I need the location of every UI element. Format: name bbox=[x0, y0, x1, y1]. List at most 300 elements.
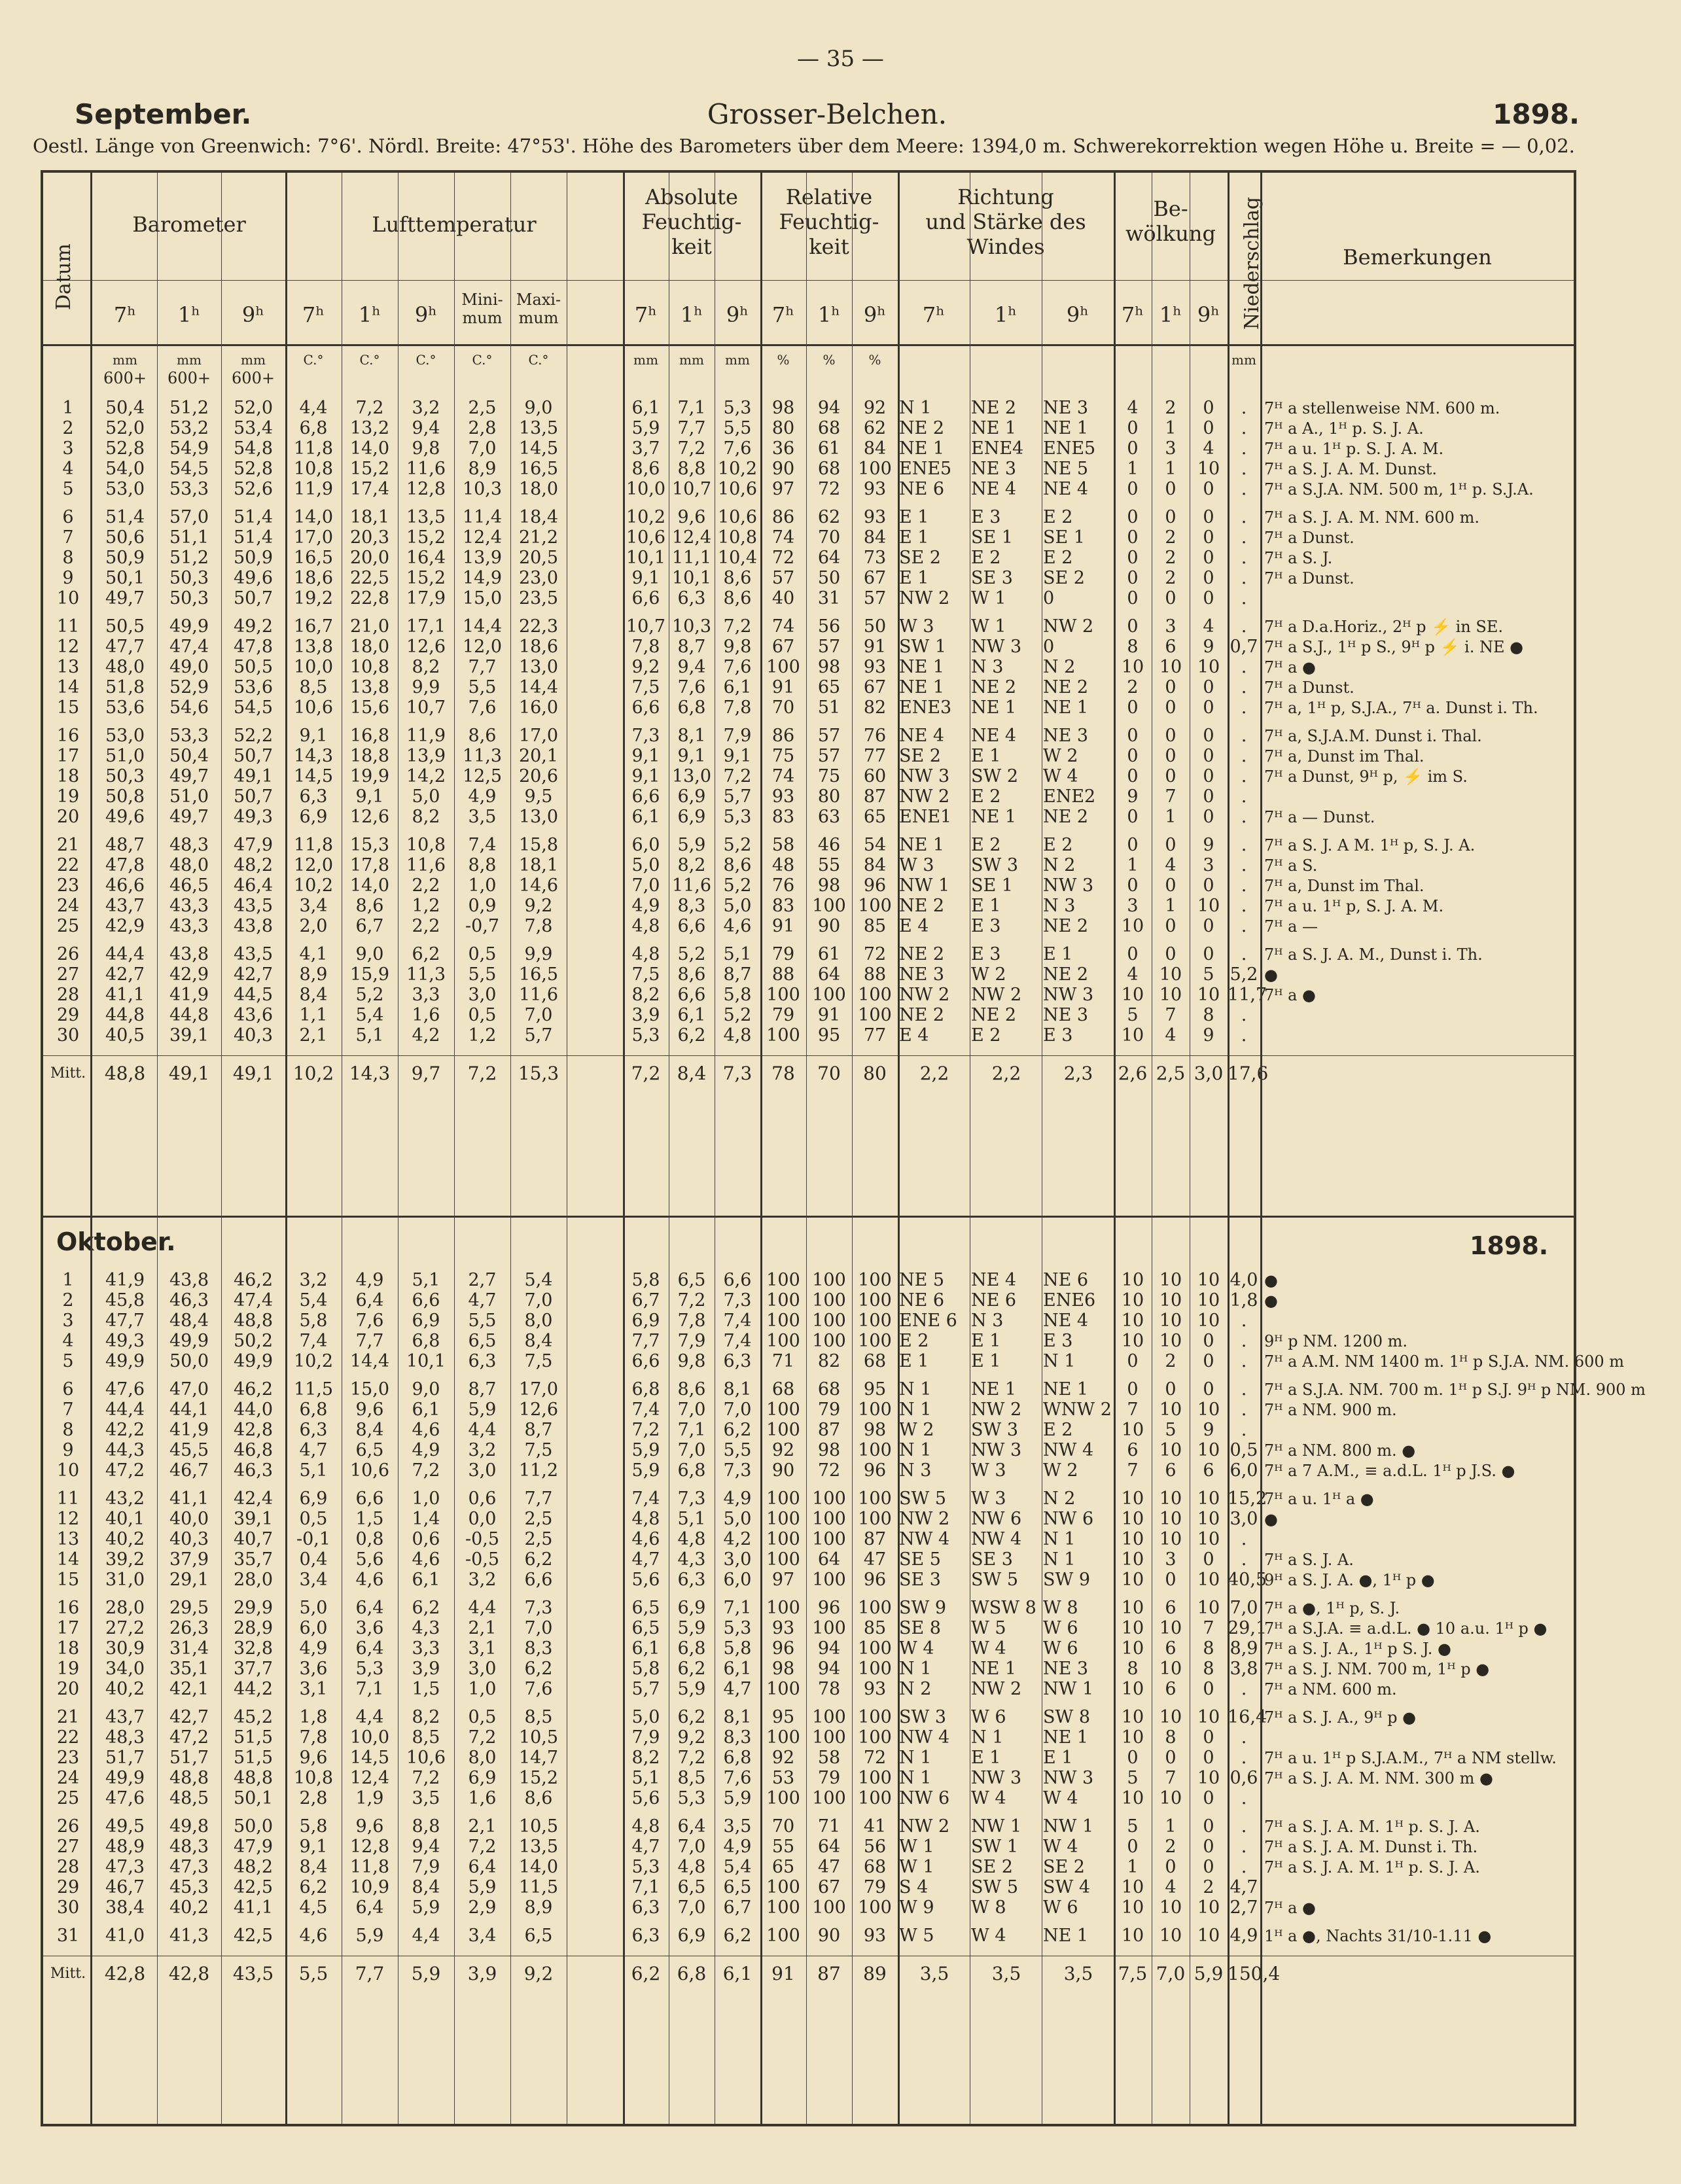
cell-temp-max: 9,0 bbox=[524, 398, 553, 418]
cell-bemerkung: 7ᴴ a — Dunst. bbox=[1264, 808, 1375, 826]
mittel-wind-7h: 2,2 bbox=[919, 1063, 949, 1084]
cell-date: 11 bbox=[56, 616, 80, 637]
cell-rel-1h: 55 bbox=[817, 855, 841, 875]
cell-temp-7h: 10,6 bbox=[293, 697, 334, 718]
cell-temp-1h: 18,0 bbox=[349, 637, 390, 657]
cell-rel-9h: 67 bbox=[863, 677, 887, 697]
cell-temp-1h: 10,9 bbox=[349, 1877, 390, 1897]
cell-temp-7h: 14,3 bbox=[293, 746, 334, 766]
cell-rel-7h: 65 bbox=[771, 1857, 795, 1877]
cell-baro-7h: 43,7 bbox=[105, 896, 145, 916]
cell-bemerkung: ● bbox=[1264, 1271, 1278, 1290]
cell-rel-1h: 100 bbox=[812, 1707, 846, 1727]
cell-wind-7h: N 1 bbox=[899, 398, 932, 418]
cell-temp-1h: 18,1 bbox=[349, 507, 390, 527]
cell-cloud-7h: 1 bbox=[1127, 855, 1139, 875]
cell-wind-7h: SW 3 bbox=[899, 1707, 947, 1727]
cell-temp-1h: 9,0 bbox=[355, 944, 384, 964]
cell-temp-7h: 4,1 bbox=[299, 944, 328, 964]
cell-temp-9h: 3,3 bbox=[412, 1638, 440, 1659]
cell-abs-1h: 11,6 bbox=[671, 875, 712, 896]
cell-abs-9h: 8,7 bbox=[723, 964, 752, 985]
cell-cloud-7h: 10 bbox=[1121, 1488, 1144, 1509]
cell-niederschlag: 29,1 bbox=[1228, 1618, 1267, 1638]
mittel-abs-9h: 7,3 bbox=[722, 1063, 752, 1084]
cell-rel-7h: 92 bbox=[771, 1748, 795, 1768]
cell-temp-min: 5,5 bbox=[468, 1311, 497, 1331]
cell-wind-7h: NE 3 bbox=[899, 964, 945, 985]
cell-cloud-9h: 0 bbox=[1203, 398, 1214, 418]
cell-niederschlag: . bbox=[1241, 1679, 1247, 1699]
cell-rel-1h: 50 bbox=[817, 568, 841, 588]
oktober-day-row bbox=[43, 1769, 1579, 1788]
cell-cloud-7h: 0 bbox=[1127, 944, 1139, 964]
cell-abs-1h: 7,3 bbox=[677, 1488, 706, 1509]
cell-baro-9h: 46,3 bbox=[233, 1460, 274, 1481]
cell-rel-1h: 68 bbox=[817, 418, 841, 438]
sub-abs-9h: 9ʰ bbox=[726, 302, 749, 327]
cell-cloud-7h: 10 bbox=[1121, 1529, 1144, 1549]
cell-baro-7h: 52,8 bbox=[105, 438, 145, 459]
cell-abs-7h: 9,2 bbox=[631, 657, 660, 677]
cell-baro-9h: 39,1 bbox=[233, 1509, 274, 1529]
cell-date: 13 bbox=[56, 1529, 80, 1549]
cell-cloud-7h: 7 bbox=[1127, 1460, 1139, 1481]
cell-wind-7h: NE 2 bbox=[899, 896, 945, 916]
mittel-rel-7h: 78 bbox=[771, 1063, 795, 1084]
cell-bemerkung: 7ᴴ a S. J. A M. 1ᴴ p, S. J. A. bbox=[1264, 836, 1476, 854]
cell-date: 1 bbox=[62, 398, 74, 418]
cell-cloud-1h: 1 bbox=[1165, 807, 1177, 827]
cell-cloud-9h: 0 bbox=[1203, 1379, 1214, 1400]
cell-wind-1h: SW 5 bbox=[971, 1877, 1019, 1897]
cell-rel-7h: 55 bbox=[771, 1837, 795, 1857]
cell-cloud-9h: 10 bbox=[1197, 1897, 1220, 1918]
cell-abs-9h: 6,1 bbox=[723, 1659, 752, 1679]
cell-niederschlag: . bbox=[1241, 1529, 1247, 1549]
cell-baro-7h: 27,2 bbox=[105, 1618, 145, 1638]
cell-abs-1h: 6,9 bbox=[677, 1926, 706, 1946]
cell-cloud-9h: 10 bbox=[1197, 896, 1220, 916]
cell-bemerkung: 9ᴴ p NM. 1200 m. bbox=[1264, 1332, 1407, 1350]
cell-cloud-7h: 0 bbox=[1127, 507, 1139, 527]
cell-temp-7h: 4,6 bbox=[299, 1926, 328, 1946]
cell-temp-9h: 1,2 bbox=[412, 896, 440, 916]
cell-abs-9h: 7,6 bbox=[723, 1768, 752, 1788]
sub-temp-9h: 9ʰ bbox=[414, 302, 438, 327]
cell-abs-7h: 5,1 bbox=[631, 1768, 660, 1788]
cell-cloud-1h: 10 bbox=[1159, 1618, 1182, 1638]
cell-temp-1h: 14,0 bbox=[349, 875, 390, 896]
cell-cloud-9h: 0 bbox=[1203, 875, 1214, 896]
cell-temp-7h: 3,2 bbox=[299, 1270, 328, 1290]
cell-wind-7h: ENE5 bbox=[899, 459, 952, 479]
mittel-cloud-7h: 7,5 bbox=[1118, 1963, 1148, 1984]
cell-cloud-1h: 0 bbox=[1165, 944, 1177, 964]
cell-temp-1h: 10,8 bbox=[349, 657, 390, 677]
cell-temp-min: 11,4 bbox=[462, 507, 503, 527]
cell-baro-7h: 52,0 bbox=[105, 418, 145, 438]
cell-baro-7h: 40,2 bbox=[105, 1679, 145, 1699]
cell-baro-9h: 28,9 bbox=[233, 1618, 274, 1638]
cell-wind-9h: E 1 bbox=[1043, 1748, 1073, 1768]
cell-wind-1h: N 3 bbox=[971, 1311, 1004, 1331]
cell-rel-1h: 79 bbox=[817, 1768, 841, 1788]
cell-baro-1h: 49,9 bbox=[169, 1331, 209, 1351]
cell-cloud-7h: 10 bbox=[1121, 916, 1144, 936]
cell-cloud-7h: 0 bbox=[1127, 766, 1139, 786]
cell-cloud-7h: 5 bbox=[1127, 1768, 1139, 1788]
cell-rel-9h: 50 bbox=[863, 616, 887, 637]
cell-abs-1h: 7,7 bbox=[677, 418, 706, 438]
september-day-row bbox=[43, 398, 1579, 418]
cell-cloud-1h: 4 bbox=[1165, 1025, 1177, 1046]
cell-bemerkung: 7ᴴ a Dunst. bbox=[1264, 678, 1354, 697]
cell-temp-7h: 9,6 bbox=[299, 1748, 328, 1768]
cell-bemerkung: 7ᴴ a S.J.A. ≡ a.d.L. ● 10 a.u. 1ᴴ p ● bbox=[1264, 1619, 1548, 1638]
cell-rel-1h: 75 bbox=[817, 766, 841, 786]
cell-temp-9h: 17,1 bbox=[406, 616, 446, 637]
cell-baro-1h: 26,3 bbox=[169, 1618, 209, 1638]
cell-date: 20 bbox=[56, 1679, 80, 1699]
mittel-temp-1h: 7,7 bbox=[355, 1963, 385, 1984]
september-day-row bbox=[43, 637, 1579, 657]
cell-temp-min: 5,5 bbox=[468, 677, 497, 697]
cell-bemerkung: 7ᴴ a NM. 600 m. bbox=[1264, 1680, 1397, 1699]
cell-cloud-9h: 10 bbox=[1197, 1400, 1220, 1420]
cell-rel-7h: 90 bbox=[771, 1460, 795, 1481]
cell-baro-7h: 51,0 bbox=[105, 746, 145, 766]
oktober-day-row bbox=[43, 1858, 1579, 1877]
cell-abs-1h: 6,2 bbox=[677, 1707, 706, 1727]
cell-abs-9h: 5,8 bbox=[723, 1638, 752, 1659]
cell-temp-max: 2,5 bbox=[524, 1509, 553, 1529]
cell-wind-9h: NE 3 bbox=[1043, 398, 1089, 418]
cell-baro-9h: 49,6 bbox=[233, 568, 274, 588]
cell-cloud-9h: 0 bbox=[1203, 479, 1214, 499]
september-day-row bbox=[43, 589, 1579, 608]
cell-temp-7h: 4,4 bbox=[299, 398, 328, 418]
cell-temp-1h: 9,1 bbox=[355, 786, 384, 807]
cell-wind-1h: E 2 bbox=[971, 786, 1001, 807]
cell-wind-9h: N 2 bbox=[1043, 657, 1076, 677]
cell-cloud-9h: 8 bbox=[1203, 1638, 1214, 1659]
mittel-baro-9h: 49,1 bbox=[232, 1063, 274, 1084]
cell-bemerkung: 7ᴴ a S. J. A. M. Dunst. bbox=[1264, 460, 1438, 478]
cell-rel-1h: 94 bbox=[817, 398, 841, 418]
cell-cloud-7h: 10 bbox=[1121, 1311, 1144, 1331]
cell-baro-7h: 47,7 bbox=[105, 637, 145, 657]
oktober-day-row bbox=[43, 1271, 1579, 1290]
cell-wind-7h: W 1 bbox=[899, 1857, 934, 1877]
cell-wind-9h: N 1 bbox=[1043, 1549, 1076, 1570]
cell-temp-7h: 6,0 bbox=[299, 1618, 328, 1638]
cell-temp-9h: 8,5 bbox=[412, 1727, 440, 1748]
cell-cloud-7h: 1 bbox=[1127, 459, 1139, 479]
cell-rel-9h: 72 bbox=[863, 1748, 887, 1768]
cell-cloud-9h: 0 bbox=[1203, 916, 1214, 936]
cell-abs-9h: 6,1 bbox=[723, 677, 752, 697]
cell-baro-1h: 39,1 bbox=[169, 1025, 209, 1046]
cell-rel-9h: 62 bbox=[863, 418, 887, 438]
cell-rel-9h: 95 bbox=[863, 1379, 887, 1400]
oktober-day-row bbox=[43, 1351, 1625, 1371]
oktober-day-row bbox=[43, 1441, 1579, 1460]
cell-rel-7h: 93 bbox=[771, 786, 795, 807]
cell-niederschlag: 4,7 bbox=[1230, 1877, 1258, 1897]
cell-abs-9h: 4,9 bbox=[723, 1837, 752, 1857]
cell-cloud-1h: 0 bbox=[1165, 726, 1177, 746]
cell-temp-max: 11,6 bbox=[518, 985, 559, 1005]
cell-temp-max: 6,2 bbox=[524, 1549, 553, 1570]
cell-wind-9h: ENE2 bbox=[1043, 786, 1096, 807]
cell-wind-7h: E 1 bbox=[899, 507, 929, 527]
cell-cloud-9h: 10 bbox=[1197, 1488, 1220, 1509]
cell-rel-1h: 64 bbox=[817, 1549, 841, 1570]
cell-baro-7h: 50,3 bbox=[105, 766, 145, 786]
cell-wind-9h: E 2 bbox=[1043, 548, 1073, 568]
cell-temp-1h: 9,6 bbox=[355, 1816, 384, 1837]
cell-temp-1h: 1,9 bbox=[355, 1788, 384, 1808]
cell-baro-1h: 52,9 bbox=[169, 677, 209, 697]
cell-temp-max: 21,2 bbox=[518, 527, 559, 548]
cell-date: 25 bbox=[56, 1788, 80, 1808]
cell-abs-9h: 9,1 bbox=[723, 746, 752, 766]
cell-abs-9h: 6,8 bbox=[723, 1748, 752, 1768]
cell-date: 6 bbox=[62, 507, 74, 527]
cell-abs-7h: 5,9 bbox=[631, 1460, 660, 1481]
cell-cloud-7h: 0 bbox=[1127, 835, 1139, 855]
cell-rel-7h: 100 bbox=[766, 657, 800, 677]
cell-rel-9h: 54 bbox=[863, 835, 887, 855]
cell-rel-1h: 94 bbox=[817, 1659, 841, 1679]
cell-baro-9h: 50,7 bbox=[233, 746, 274, 766]
september-day-row bbox=[43, 439, 1579, 459]
cell-rel-9h: 68 bbox=[863, 1857, 887, 1877]
cell-rel-9h: 93 bbox=[863, 479, 887, 499]
cell-rel-9h: 60 bbox=[863, 766, 887, 786]
september-day-row bbox=[43, 856, 1579, 875]
mittel-baro-1h: 49,1 bbox=[168, 1063, 210, 1084]
cell-date: 23 bbox=[56, 875, 80, 896]
cell-cloud-1h: 2 bbox=[1165, 398, 1177, 418]
cell-date: 21 bbox=[56, 1707, 80, 1727]
cell-temp-9h: 10,6 bbox=[406, 1748, 446, 1768]
cell-abs-7h: 6,5 bbox=[631, 1598, 660, 1618]
cell-baro-7h: 45,8 bbox=[105, 1290, 145, 1311]
sub-baro-1h: 1ʰ bbox=[177, 302, 201, 327]
cell-rel-7h: 98 bbox=[771, 1659, 795, 1679]
cell-cloud-1h: 10 bbox=[1159, 1529, 1182, 1549]
cell-rel-1h: 100 bbox=[812, 1509, 846, 1529]
cell-cloud-1h: 10 bbox=[1159, 1400, 1182, 1420]
year-title: 1898. bbox=[1493, 98, 1580, 130]
cell-baro-7h: 49,9 bbox=[105, 1351, 145, 1371]
cell-rel-1h: 80 bbox=[817, 786, 841, 807]
cell-wind-1h: SW 1 bbox=[971, 1837, 1019, 1857]
cell-bemerkung: 9ᴴ a S. J. A. ●, 1ᴴ p ● bbox=[1264, 1571, 1435, 1589]
cell-wind-9h: NE 1 bbox=[1043, 1379, 1089, 1400]
cell-temp-max: 20,6 bbox=[518, 766, 559, 786]
cell-cloud-1h: 10 bbox=[1159, 985, 1182, 1005]
cell-temp-max: 11,2 bbox=[518, 1460, 559, 1481]
cell-rel-1h: 90 bbox=[817, 916, 841, 936]
cell-cloud-7h: 0 bbox=[1127, 418, 1139, 438]
sub-temp-7h: 7ʰ bbox=[302, 302, 325, 327]
cell-rel-9h: 85 bbox=[863, 1618, 887, 1638]
cell-baro-7h: 47,6 bbox=[105, 1788, 145, 1808]
cell-wind-7h: N 1 bbox=[899, 1440, 932, 1460]
cell-temp-min: 6,9 bbox=[468, 1768, 497, 1788]
cell-cloud-1h: 10 bbox=[1159, 657, 1182, 677]
cell-temp-1h: 6,4 bbox=[355, 1897, 384, 1918]
cell-cloud-9h: 8 bbox=[1203, 1659, 1214, 1679]
cell-niederschlag: 4,9 bbox=[1230, 1926, 1258, 1946]
cell-cloud-1h: 10 bbox=[1159, 1897, 1182, 1918]
cell-baro-9h: 49,9 bbox=[233, 1351, 274, 1371]
cell-baro-7h: 43,2 bbox=[105, 1488, 145, 1509]
cell-cloud-7h: 6 bbox=[1127, 1440, 1139, 1460]
cell-temp-1h: 6,6 bbox=[355, 1488, 384, 1509]
cell-niederschlag: . bbox=[1241, 1549, 1247, 1570]
cell-abs-1h: 11,1 bbox=[671, 548, 712, 568]
cell-date: 22 bbox=[56, 1727, 80, 1748]
cell-bemerkung: 7ᴴ a S.J., 1ᴴ p S., 9ᴴ p ⚡ i. NE ● bbox=[1264, 638, 1524, 656]
cell-wind-9h: NW 2 bbox=[1043, 616, 1094, 637]
cell-temp-7h: 16,7 bbox=[293, 616, 334, 637]
cell-abs-7h: 4,7 bbox=[631, 1837, 660, 1857]
cell-baro-1h: 46,7 bbox=[169, 1460, 209, 1481]
cell-wind-9h: SW 4 bbox=[1043, 1877, 1091, 1897]
cell-date: 8 bbox=[62, 1420, 74, 1440]
cell-wind-9h: NE 2 bbox=[1043, 916, 1089, 936]
cell-abs-9h: 10,2 bbox=[717, 459, 758, 479]
cell-baro-1h: 51,1 bbox=[169, 527, 209, 548]
cell-temp-9h: 4,9 bbox=[412, 1440, 440, 1460]
cell-temp-1h: 5,6 bbox=[355, 1549, 384, 1570]
oktober-day-row bbox=[43, 1659, 1579, 1679]
cell-temp-9h: 4,2 bbox=[412, 1025, 440, 1046]
minimum-line1: Mini- bbox=[461, 291, 503, 309]
cell-temp-max: 13,0 bbox=[518, 807, 559, 827]
cell-temp-min: 7,4 bbox=[468, 835, 497, 855]
cell-abs-1h: 6,9 bbox=[677, 786, 706, 807]
cell-abs-9h: 6,2 bbox=[723, 1420, 752, 1440]
cell-baro-1h: 29,1 bbox=[169, 1570, 209, 1590]
cell-rel-9h: 100 bbox=[858, 1598, 892, 1618]
cell-cloud-7h: 8 bbox=[1127, 637, 1139, 657]
cell-rel-7h: 68 bbox=[771, 1379, 795, 1400]
cell-rel-1h: 98 bbox=[817, 875, 841, 896]
cell-temp-max: 23,0 bbox=[518, 568, 559, 588]
mittel-date: Mitt. bbox=[50, 1965, 86, 1982]
cell-abs-1h: 6,6 bbox=[677, 916, 706, 936]
cell-cloud-1h: 1 bbox=[1165, 896, 1177, 916]
cell-baro-1h: 41,1 bbox=[169, 1488, 209, 1509]
cell-cloud-7h: 10 bbox=[1121, 1618, 1144, 1638]
cell-temp-9h: 1,4 bbox=[412, 1509, 440, 1529]
cell-temp-max: 12,6 bbox=[518, 1400, 559, 1420]
cell-temp-1h: 13,8 bbox=[349, 677, 390, 697]
wind-line1: Richtung bbox=[957, 185, 1054, 209]
cell-date: 16 bbox=[56, 726, 80, 746]
cell-cloud-7h: 0 bbox=[1127, 1351, 1139, 1371]
mittel-temp-max: 9,2 bbox=[523, 1963, 554, 1984]
cell-niederschlag: . bbox=[1241, 1311, 1247, 1331]
cell-temp-max: 5,7 bbox=[524, 1025, 553, 1046]
cell-rel-7h: 91 bbox=[771, 677, 795, 697]
cell-niederschlag: . bbox=[1241, 896, 1247, 916]
cell-temp-max: 14,5 bbox=[518, 438, 559, 459]
cell-rel-7h: 98 bbox=[771, 398, 795, 418]
cell-baro-7h: 40,5 bbox=[105, 1025, 145, 1046]
cell-cloud-7h: 10 bbox=[1121, 1638, 1144, 1659]
cell-abs-1h: 7,0 bbox=[677, 1400, 706, 1420]
cell-temp-1h: 15,3 bbox=[349, 835, 390, 855]
cell-temp-7h: 4,7 bbox=[299, 1440, 328, 1460]
cell-niederschlag: . bbox=[1241, 1837, 1247, 1857]
cell-bemerkung: 7ᴴ a S. J. A., 1ᴴ p S. J. ● bbox=[1264, 1640, 1451, 1658]
cell-rel-9h: 87 bbox=[863, 786, 887, 807]
cell-baro-1h: 48,8 bbox=[169, 1768, 209, 1788]
cell-baro-1h: 54,9 bbox=[169, 438, 209, 459]
cell-rel-7h: 70 bbox=[771, 697, 795, 718]
cell-temp-7h: 4,9 bbox=[299, 1638, 328, 1659]
cell-baro-9h: 45,2 bbox=[233, 1707, 274, 1727]
oktober-day-row bbox=[43, 1598, 1579, 1618]
cell-baro-1h: 50,3 bbox=[169, 568, 209, 588]
cell-temp-1h: 8,4 bbox=[355, 1420, 384, 1440]
cell-rel-1h: 67 bbox=[817, 1877, 841, 1897]
cell-baro-9h: 42,4 bbox=[233, 1488, 274, 1509]
cell-temp-min: 3,4 bbox=[468, 1926, 497, 1946]
cell-wind-9h: NW 3 bbox=[1043, 875, 1094, 896]
cell-baro-9h: 47,9 bbox=[233, 835, 274, 855]
cell-bemerkung: 7ᴴ a A., 1ᴴ p. S. J. A. bbox=[1264, 419, 1424, 438]
cell-cloud-9h: 0 bbox=[1203, 548, 1214, 568]
cell-abs-1h: 7,0 bbox=[677, 1837, 706, 1857]
cell-temp-9h: 3,9 bbox=[412, 1659, 440, 1679]
cell-abs-7h: 10,1 bbox=[626, 548, 666, 568]
cell-temp-1h: 5,3 bbox=[355, 1659, 384, 1679]
bewoelkung-line2: wölkung bbox=[1125, 221, 1216, 246]
cell-niederschlag: . bbox=[1241, 616, 1247, 637]
cell-wind-1h: E 1 bbox=[971, 1748, 1001, 1768]
sub-column-rule bbox=[157, 173, 158, 2124]
cell-rel-7h: 100 bbox=[766, 1400, 800, 1420]
cell-niederschlag: . bbox=[1241, 548, 1247, 568]
cell-cloud-7h: 4 bbox=[1127, 398, 1139, 418]
cell-wind-1h: NE 4 bbox=[971, 726, 1017, 746]
cell-baro-9h: 48,8 bbox=[233, 1768, 274, 1788]
cell-rel-1h: 64 bbox=[817, 964, 841, 985]
cell-temp-7h: 2,0 bbox=[299, 916, 328, 936]
cell-temp-7h: 3,6 bbox=[299, 1659, 328, 1679]
cell-abs-1h: 9,4 bbox=[677, 657, 706, 677]
cell-baro-1h: 49,0 bbox=[169, 657, 209, 677]
cell-temp-min: 0,5 bbox=[468, 1707, 497, 1727]
cell-cloud-1h: 10 bbox=[1159, 1311, 1182, 1331]
cell-rel-1h: 62 bbox=[817, 507, 841, 527]
cell-temp-min: -0,5 bbox=[465, 1529, 500, 1549]
unit-baro-9h: mm bbox=[241, 352, 266, 368]
cell-date: 1 bbox=[62, 1270, 74, 1290]
cell-niederschlag: 0,6 bbox=[1230, 1768, 1258, 1788]
cell-niederschlag: 1,8 bbox=[1230, 1290, 1258, 1311]
cell-baro-1h: 35,1 bbox=[169, 1659, 209, 1679]
cell-temp-max: 18,1 bbox=[518, 855, 559, 875]
cell-bemerkung: 7ᴴ a S. J. A. M. 1ᴴ p. S. J. A. bbox=[1264, 1858, 1480, 1876]
